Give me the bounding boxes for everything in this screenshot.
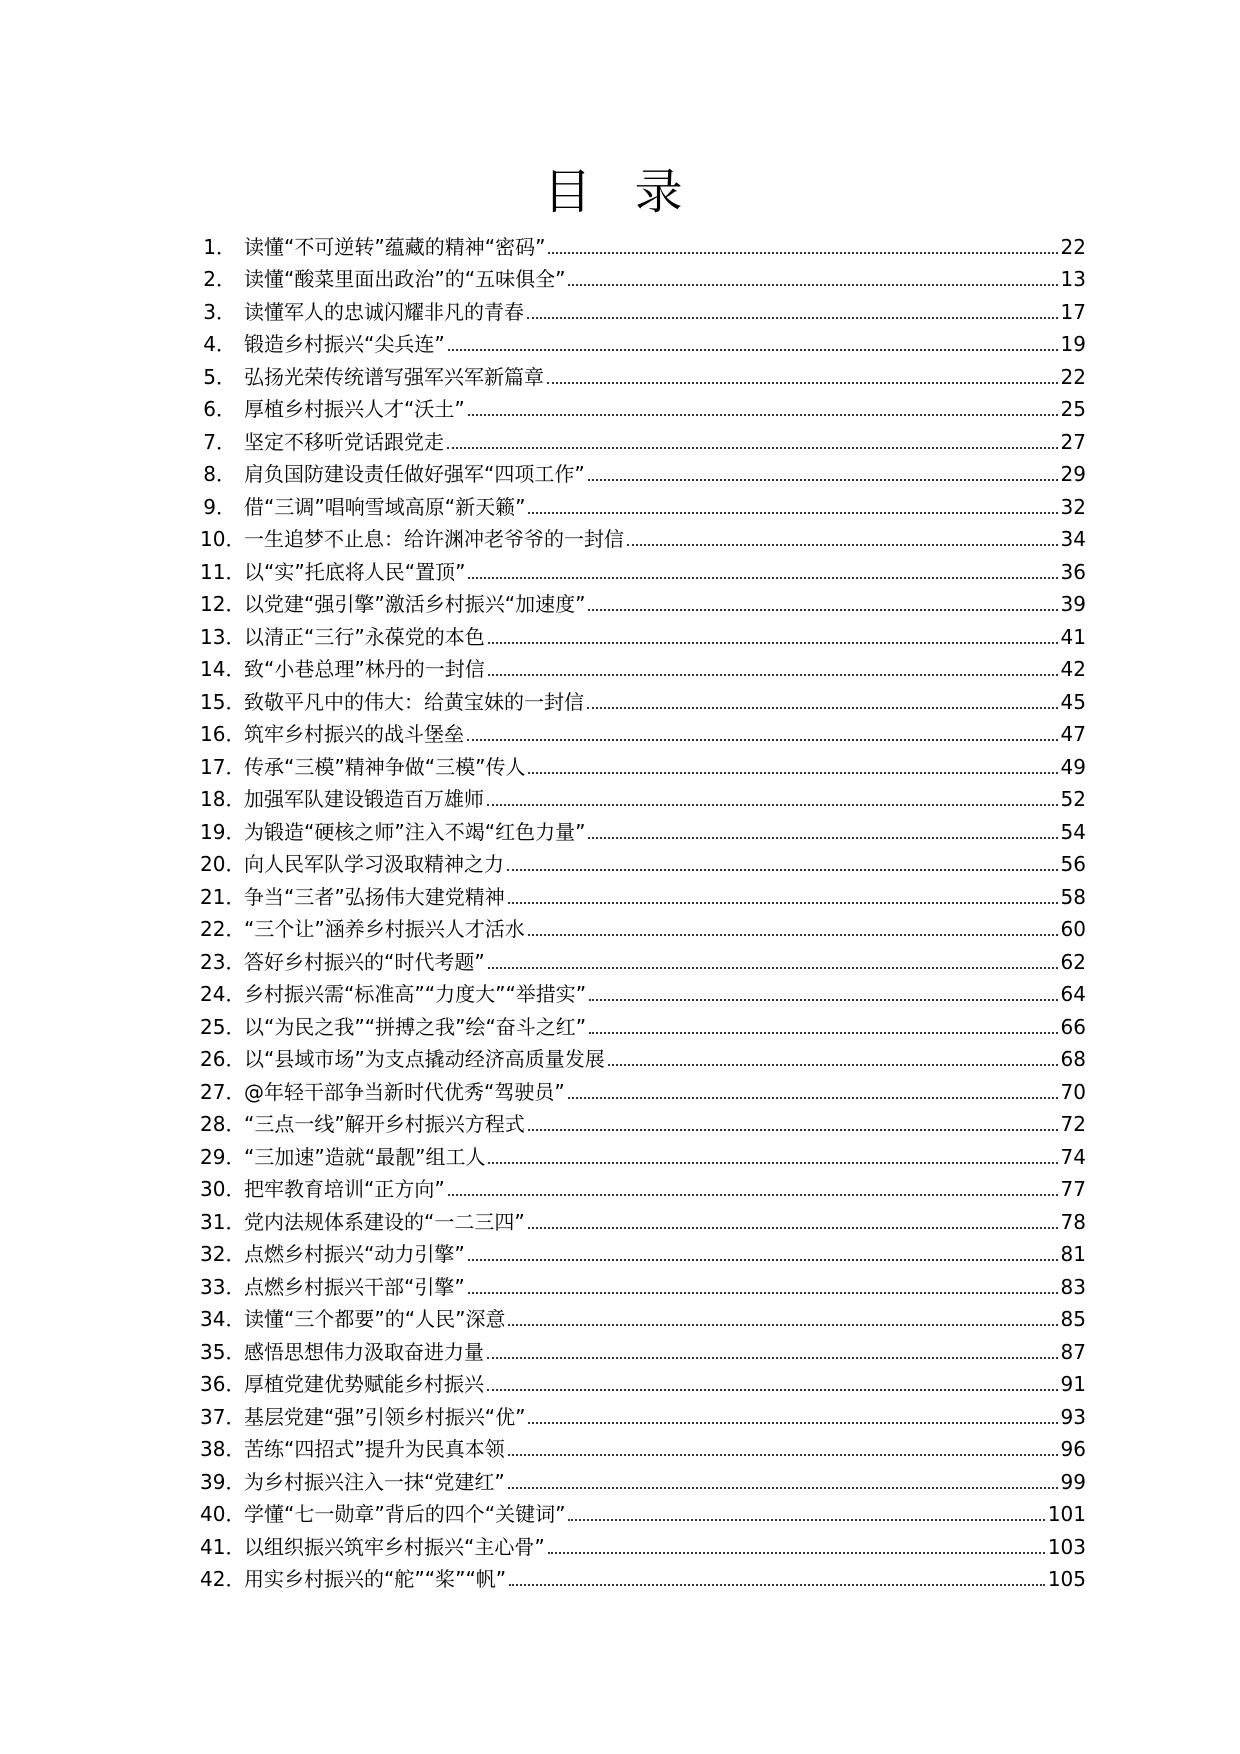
toc-list	[200, 227, 1086, 1592]
toc-entry[interactable]	[200, 812, 1086, 845]
toc-entry-title: 筑牢乡村振兴的战斗堡垒	[244, 722, 464, 746]
toc-entry-number: 20．	[200, 852, 246, 876]
toc-dot-leader	[508, 1453, 1058, 1456]
toc-entry-number: 23．	[200, 949, 246, 974]
toc-entry[interactable]	[200, 975, 1086, 1008]
toc-entry-title: 以党建“强引擎”激活乡村振兴“加速度”	[244, 592, 586, 616]
toc-entry-title: 学懂“七一勋章”背后的四个“关键词”	[244, 1502, 566, 1526]
toc-entry-number: 13．	[200, 624, 246, 649]
toc-dot-leader	[487, 1388, 1058, 1391]
toc-entry[interactable]	[200, 877, 1086, 910]
toc-dot-leader	[447, 446, 1058, 449]
toc-entry[interactable]	[200, 325, 1086, 358]
toc-entry-page-number: 78	[1060, 1209, 1086, 1234]
toc-entry-page-number: 39	[1060, 592, 1086, 616]
toc-entry-page-number: 49	[1060, 754, 1086, 779]
toc-dot-leader	[488, 966, 1058, 969]
toc-entry-title: 一生追梦不止息：给许渊冲老爷爷的一封信	[244, 527, 624, 551]
toc-entry-page-number: 41	[1060, 624, 1086, 649]
toc-dot-leader	[568, 1096, 1058, 1099]
toc-entry-page-number: 72	[1060, 1112, 1086, 1136]
toc-entry-title: 借“三调”唱响雪域高原“新天籁”	[244, 494, 526, 519]
toc-entry[interactable]	[200, 292, 1086, 325]
toc-entry-page-number: 77	[1060, 1177, 1086, 1201]
toc-entry-page-number: 96	[1060, 1437, 1086, 1461]
toc-entry-page-number: 45	[1060, 689, 1086, 714]
toc-entry-number: 22．	[200, 917, 246, 941]
toc-entry-page-number: 32	[1060, 494, 1086, 519]
toc-entry-title: 致敬平凡中的伟大：给黄宝妹的一封信	[244, 689, 584, 714]
toc-entry-number: 2．	[203, 267, 236, 291]
toc-entry[interactable]	[200, 1300, 1086, 1333]
toc-dot-leader	[528, 1128, 1058, 1131]
toc-entry-number: 28．	[200, 1112, 246, 1136]
toc-entry-page-number: 52	[1060, 787, 1086, 811]
toc-entry-number: 38．	[200, 1437, 246, 1461]
toc-entry[interactable]	[200, 617, 1086, 650]
toc-entry-number: 15．	[200, 689, 246, 714]
toc-entry-number: 40．	[200, 1502, 246, 1526]
toc-entry-title: 读懂“不可逆转”蕴藏的精神“密码”	[244, 234, 546, 259]
toc-entry-page-number: 58	[1060, 884, 1086, 909]
toc-entry-number: 5．	[203, 364, 236, 389]
toc-dot-leader	[608, 1063, 1058, 1066]
toc-entry-number: 9．	[203, 494, 236, 519]
toc-entry-page-number: 70	[1060, 1079, 1086, 1104]
toc-entry-number: 17．	[200, 754, 246, 779]
toc-entry-title: 点燃乡村振兴“动力引擎”	[244, 1242, 465, 1266]
toc-entry-page-number: 103	[1047, 1534, 1086, 1559]
toc-entry-page-number: 93	[1060, 1404, 1086, 1429]
toc-entry-page-number: 66	[1060, 1014, 1086, 1039]
toc-entry[interactable]	[200, 1170, 1086, 1203]
toc-entry-number: 37．	[200, 1404, 246, 1429]
toc-dot-leader	[568, 1518, 1044, 1521]
toc-entry-title: 向人民军队学习汲取精神之力	[244, 852, 504, 876]
toc-entry[interactable]	[200, 682, 1086, 715]
toc-entry[interactable]	[200, 455, 1086, 488]
toc-entry-page-number: 13	[1060, 267, 1086, 291]
toc-dot-leader	[448, 348, 1058, 351]
toc-entry-page-number: 74	[1060, 1144, 1086, 1169]
toc-entry-title: 答好乡村振兴的“时代考题”	[244, 949, 485, 974]
toc-entry-number: 33．	[200, 1274, 246, 1299]
toc-entry-number: 10．	[200, 527, 246, 551]
toc-dot-leader	[548, 251, 1057, 254]
toc-entry-number: 7．	[203, 429, 236, 454]
toc-entry[interactable]	[200, 1430, 1086, 1463]
toc-entry-page-number: 29	[1060, 462, 1086, 486]
toc-dot-leader	[468, 1291, 1058, 1294]
toc-entry-page-number: 56	[1060, 852, 1086, 876]
toc-entry-page-number: 17	[1060, 299, 1086, 324]
toc-dot-leader	[467, 738, 1058, 741]
toc-entry[interactable]	[200, 1105, 1086, 1138]
toc-entry[interactable]	[200, 1040, 1086, 1073]
toc-entry-title: 基层党建“强”引领乡村振兴“优”	[244, 1404, 526, 1429]
toc-entry-title: 把牢教育培训“正方向”	[244, 1177, 445, 1201]
toc-entry-title: 感悟思想伟力汲取奋进力量	[244, 1339, 484, 1364]
toc-entry-page-number: 25	[1060, 397, 1086, 421]
toc-entry-page-number: 19	[1060, 332, 1086, 356]
toc-entry-title: 坚定不移听党话跟党走	[244, 429, 444, 454]
toc-entry-page-number: 54	[1060, 819, 1086, 844]
toc-entry-number: 19．	[200, 819, 246, 844]
toc-entry-number: 8．	[203, 462, 236, 486]
toc-dot-leader	[508, 1486, 1058, 1489]
toc-entry[interactable]	[200, 487, 1086, 520]
toc-dot-leader	[488, 641, 1058, 644]
toc-entry-page-number: 42	[1060, 657, 1086, 681]
toc-entry[interactable]	[200, 227, 1086, 260]
toc-dot-leader	[589, 998, 1057, 1001]
toc-entry-title: 锻造乡村振兴“尖兵连”	[244, 332, 445, 356]
toc-entry[interactable]	[200, 357, 1086, 390]
toc-entry[interactable]	[200, 845, 1086, 878]
toc-entry-title: 以组织振兴筑牢乡村振兴“主心骨”	[244, 1534, 545, 1559]
toc-entry-number: 3．	[203, 299, 236, 324]
toc-entry-title: 争当“三者”弘扬伟大建党精神	[244, 884, 505, 909]
toc-dot-leader	[528, 771, 1057, 774]
toc-entry-page-number: 62	[1060, 949, 1086, 974]
toc-entry-page-number: 64	[1060, 982, 1086, 1006]
toc-dot-leader	[528, 1421, 1057, 1424]
toc-entry-number: 30．	[200, 1177, 246, 1201]
toc-entry-title: 读懂“酸菜里面出政治”的“五味俱全”	[244, 267, 566, 291]
toc-entry-page-number: 83	[1060, 1274, 1086, 1299]
toc-entry-page-number: 68	[1060, 1047, 1086, 1071]
toc-entry-page-number: 47	[1060, 722, 1086, 746]
toc-dot-leader	[509, 1583, 1045, 1586]
toc-entry[interactable]	[200, 1527, 1086, 1560]
toc-dot-leader	[528, 511, 1057, 514]
toc-dot-leader	[548, 1551, 1045, 1554]
toc-dot-leader	[588, 478, 1058, 481]
toc-entry-number: 42．	[200, 1567, 246, 1591]
toc-entry-number: 14．	[200, 657, 246, 681]
toc-entry-number: 24．	[200, 982, 246, 1006]
toc-entry[interactable]	[200, 552, 1086, 585]
toc-dot-leader	[588, 608, 1057, 611]
toc-entry[interactable]	[200, 260, 1086, 293]
toc-entry[interactable]	[200, 520, 1086, 553]
toc-entry-title: 用实乡村振兴的“舵”“桨”“帆”	[244, 1567, 507, 1591]
toc-dot-leader	[547, 381, 1058, 384]
toc-entry[interactable]	[200, 942, 1086, 975]
toc-dot-leader	[627, 543, 1058, 546]
toc-entry-title: 乡村振兴需“标准高”“力度大”“举措实”	[244, 982, 587, 1006]
toc-dot-leader	[468, 413, 1058, 416]
toc-entry-title: 以“县域市场”为支点撬动经济高质量发展	[244, 1047, 605, 1071]
toc-entry-title: 以“实”托底将人民“置顶”	[244, 559, 466, 584]
toc-entry-title: 厚植乡村振兴人才“沃土”	[244, 397, 465, 421]
toc-entry-number: 12．	[200, 592, 246, 616]
toc-entry-page-number: 99	[1060, 1469, 1086, 1494]
toc-entry[interactable]	[200, 715, 1086, 748]
toc-entry-number: 16．	[200, 722, 246, 746]
toc-entry-page-number: 101	[1047, 1502, 1086, 1526]
toc-entry[interactable]	[200, 780, 1086, 813]
toc-entry-title: 厚植党建优势赋能乡村振兴	[244, 1372, 484, 1396]
toc-entry-page-number: 34	[1060, 527, 1086, 551]
toc-entry-title: 党内法规体系建设的“一二三四”	[244, 1209, 525, 1234]
toc-entry[interactable]	[200, 1072, 1086, 1105]
toc-dot-leader	[488, 1161, 1057, 1164]
toc-entry[interactable]	[200, 1137, 1086, 1170]
toc-entry-number: 35．	[200, 1339, 246, 1364]
toc-dot-leader	[468, 1258, 1058, 1261]
toc-entry[interactable]	[200, 1495, 1086, 1528]
toc-entry-number: 39．	[200, 1469, 246, 1494]
toc-entry-number: 32．	[200, 1242, 246, 1266]
toc-entry-title: “三点一线”解开乡村振兴方程式	[244, 1112, 525, 1136]
toc-dot-leader	[528, 933, 1058, 936]
toc-entry-page-number: 105	[1047, 1567, 1086, 1591]
toc-entry-page-number: 22	[1060, 234, 1086, 259]
toc-entry-number: 6．	[203, 397, 236, 421]
toc-entry[interactable]	[200, 390, 1086, 423]
toc-entry-title: 肩负国防建设责任做好强军“四项工作”	[244, 462, 585, 486]
toc-entry-title: 以清正“三行”永葆党的本色	[244, 624, 485, 649]
toc-entry[interactable]	[200, 1202, 1086, 1235]
toc-dot-leader	[507, 868, 1058, 871]
toc-entry[interactable]	[200, 1462, 1086, 1495]
toc-entry-title: @年轻干部争当新时代优秀“驾驶员”	[244, 1079, 565, 1104]
toc-entry-number: 26．	[200, 1047, 246, 1071]
toc-dot-leader	[568, 283, 1057, 286]
toc-entry-title: 读懂军人的忠诚闪耀非凡的青春	[244, 299, 524, 324]
toc-entry-number: 4．	[203, 332, 236, 356]
toc-entry-title: 点燃乡村振兴干部“引擎”	[244, 1274, 465, 1299]
toc-entry-page-number: 87	[1060, 1339, 1086, 1364]
toc-entry-title: 为锻造“硬核之师”注入不竭“红色力量”	[244, 819, 586, 844]
toc-entry-number: 1．	[203, 234, 236, 259]
toc-entry[interactable]	[200, 585, 1086, 618]
toc-entry[interactable]	[200, 1235, 1086, 1268]
toc-entry[interactable]	[200, 422, 1086, 455]
toc-entry-title: 为乡村振兴注入一抹“党建红”	[244, 1469, 505, 1494]
toc-entry-number: 41．	[200, 1534, 246, 1559]
toc-entry[interactable]	[200, 1332, 1086, 1365]
toc-dot-leader	[588, 836, 1057, 839]
toc-dot-leader	[528, 1226, 1058, 1229]
toc-entry[interactable]	[200, 747, 1086, 780]
toc-dot-leader	[487, 803, 1058, 806]
toc-entry-number: 27．	[200, 1079, 246, 1104]
toc-entry-page-number: 91	[1060, 1372, 1086, 1396]
toc-entry[interactable]	[200, 1560, 1086, 1593]
toc-entry-title: 以“为民之我”“拼搏之我”绘“奋斗之红”	[244, 1014, 587, 1039]
toc-entry[interactable]	[200, 910, 1086, 943]
toc-entry-title: 苦练“四招式”提升为民真本领	[244, 1437, 505, 1461]
toc-entry-title: 弘扬光荣传统谱写强军兴军新篇章	[244, 364, 544, 389]
toc-entry-title: 读懂“三个都要”的“人民”深意	[244, 1307, 506, 1331]
toc-dot-leader	[508, 901, 1058, 904]
toc-entry-title: “三加速”造就“最靓”组工人	[244, 1144, 486, 1169]
toc-title: 目 录	[543, 164, 697, 220]
toc-entry[interactable]	[200, 1397, 1086, 1430]
toc-entry-title: 加强军队建设锻造百万雄师	[244, 787, 484, 811]
toc-entry-page-number: 60	[1060, 917, 1086, 941]
toc-entry-title: 致“小巷总理”林丹的一封信	[244, 657, 485, 681]
toc-entry-page-number: 36	[1060, 559, 1086, 584]
toc-dot-leader	[448, 1193, 1058, 1196]
toc-entry-number: 11．	[200, 559, 246, 584]
toc-entry-number: 34．	[200, 1307, 246, 1331]
toc-entry[interactable]	[200, 1267, 1086, 1300]
toc-dot-leader	[508, 1323, 1057, 1326]
toc-entry-page-number: 81	[1060, 1242, 1086, 1266]
toc-dot-leader	[527, 316, 1058, 319]
toc-entry-number: 31．	[200, 1209, 246, 1234]
toc-entry-page-number: 22	[1060, 364, 1086, 389]
toc-entry[interactable]	[200, 1007, 1086, 1040]
toc-entry-title: 传承“三模”精神争做“三模”传人	[244, 754, 526, 779]
toc-dot-leader	[587, 706, 1058, 709]
toc-dot-leader	[488, 673, 1058, 676]
toc-entry-page-number: 27	[1060, 429, 1086, 454]
toc-entry-number: 18．	[200, 787, 246, 811]
toc-entry-title: “三个让”涵养乡村振兴人才活水	[244, 917, 525, 941]
toc-entry-number: 29．	[200, 1144, 246, 1169]
toc-dot-leader	[468, 576, 1057, 579]
toc-entry-number: 36．	[200, 1372, 246, 1396]
toc-entry[interactable]	[200, 1365, 1086, 1398]
toc-entry-number: 25．	[200, 1014, 246, 1039]
toc-entry[interactable]	[200, 650, 1086, 683]
toc-entry-number: 21．	[200, 884, 246, 909]
toc-dot-leader	[487, 1356, 1058, 1359]
toc-entry-page-number: 85	[1060, 1307, 1086, 1331]
toc-dot-leader	[589, 1031, 1057, 1034]
